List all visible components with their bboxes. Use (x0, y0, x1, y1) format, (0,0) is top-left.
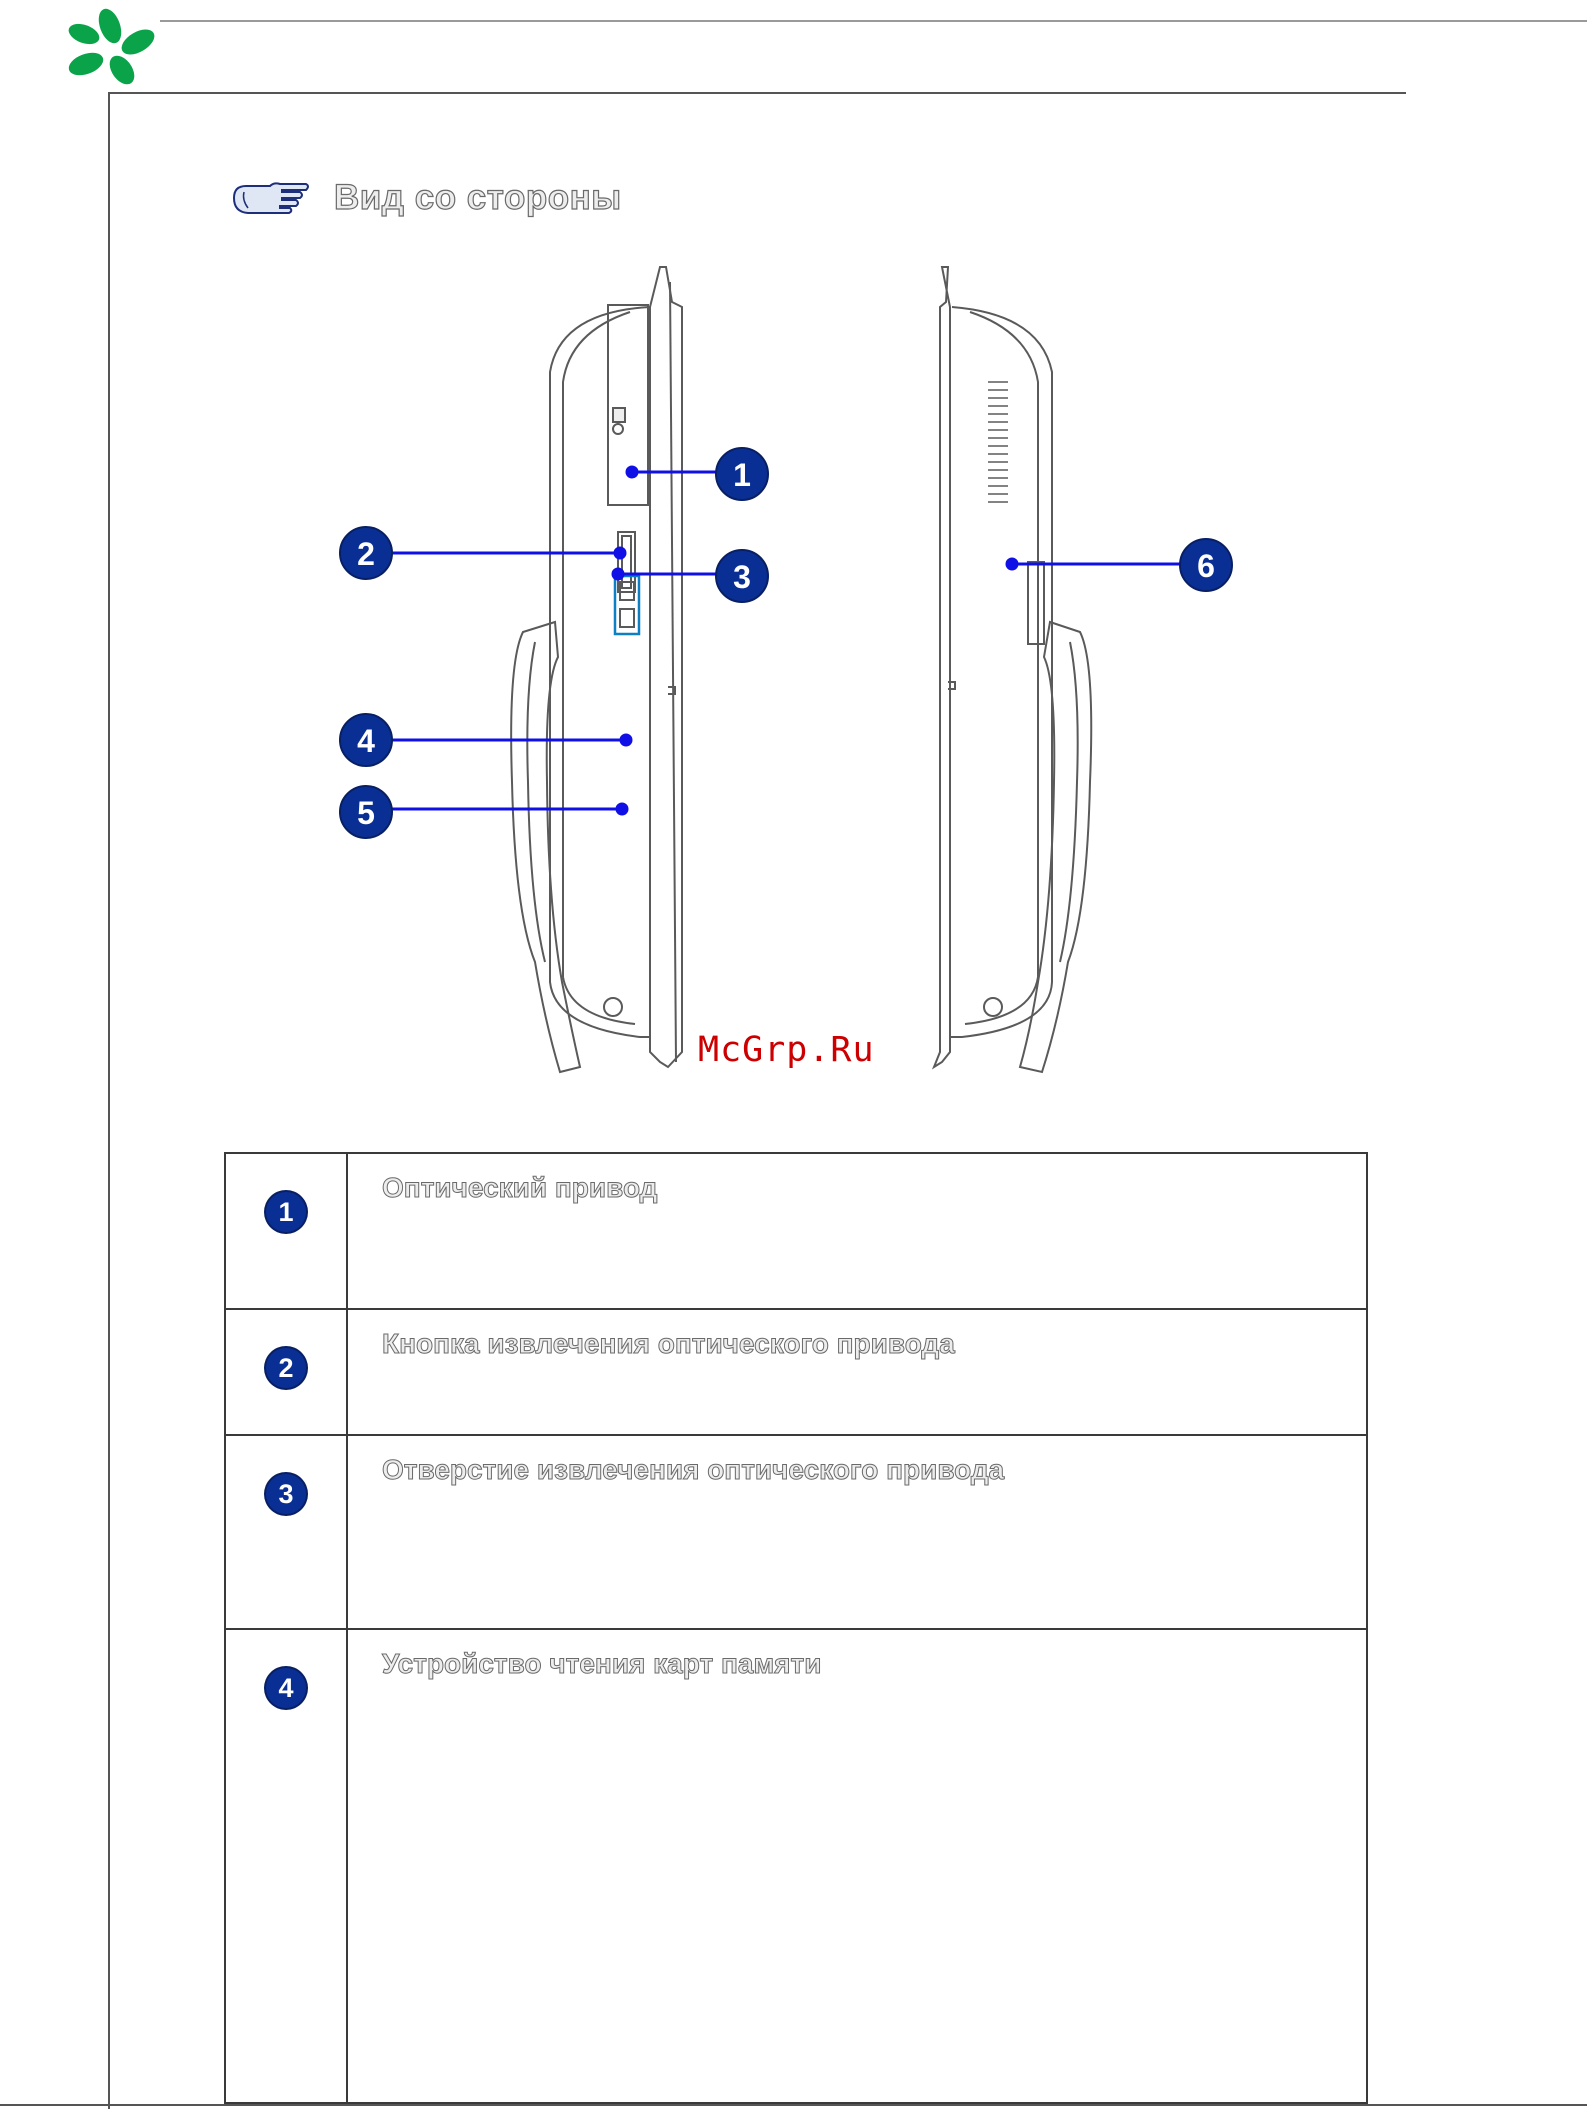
clover-logo-icon (62, 8, 158, 88)
header-rule (160, 20, 1587, 22)
item-title: Устройство чтения карт памяти (382, 1648, 822, 1679)
leader-dot-5 (617, 804, 627, 814)
page-left-border (108, 92, 110, 2109)
watermark: McGrp.Ru (698, 1030, 875, 1070)
item-title: Отверстие извлечения оптического привода (382, 1454, 1005, 1485)
leader-dot-4 (621, 735, 631, 745)
svg-text:4: 4 (357, 723, 375, 759)
item-number-badge: 3 (266, 1474, 306, 1514)
leader-dot-3 (613, 569, 623, 579)
item-title: Кнопка извлечения оптического привода (382, 1328, 955, 1359)
item-number-badge: 4 (266, 1668, 306, 1708)
callout-6 (1180, 539, 1232, 591)
callout-2 (340, 527, 392, 579)
section-title: Вид со стороны (334, 178, 622, 217)
table-row (225, 1629, 1367, 2103)
item-number-badge: 1 (266, 1192, 306, 1232)
component-table (224, 1152, 1368, 2104)
leader-dot-2 (615, 548, 625, 558)
pointing-hand-icon (230, 178, 312, 218)
svg-text:1: 1 (733, 457, 751, 493)
section-heading (230, 178, 622, 218)
page-bottom-border (0, 2104, 1587, 2106)
leader-dot-1 (627, 467, 637, 477)
item-title: Оптический привод (382, 1172, 658, 1203)
header-rule-lower (108, 92, 1406, 94)
table-row (225, 1309, 1367, 1435)
svg-text:6: 6 (1197, 548, 1215, 584)
svg-text:2: 2 (357, 536, 375, 572)
table-row (225, 1435, 1367, 1629)
side-view-illustration (330, 262, 1310, 1082)
callout-1 (716, 448, 768, 500)
callout-5 (340, 786, 392, 838)
table-row (225, 1153, 1367, 1309)
item-number-badge: 2 (266, 1348, 306, 1388)
leader-dot-6 (1007, 559, 1017, 569)
callout-3 (716, 550, 768, 602)
svg-text:5: 5 (357, 795, 375, 831)
svg-text:3: 3 (733, 559, 751, 595)
callout-4 (340, 714, 392, 766)
